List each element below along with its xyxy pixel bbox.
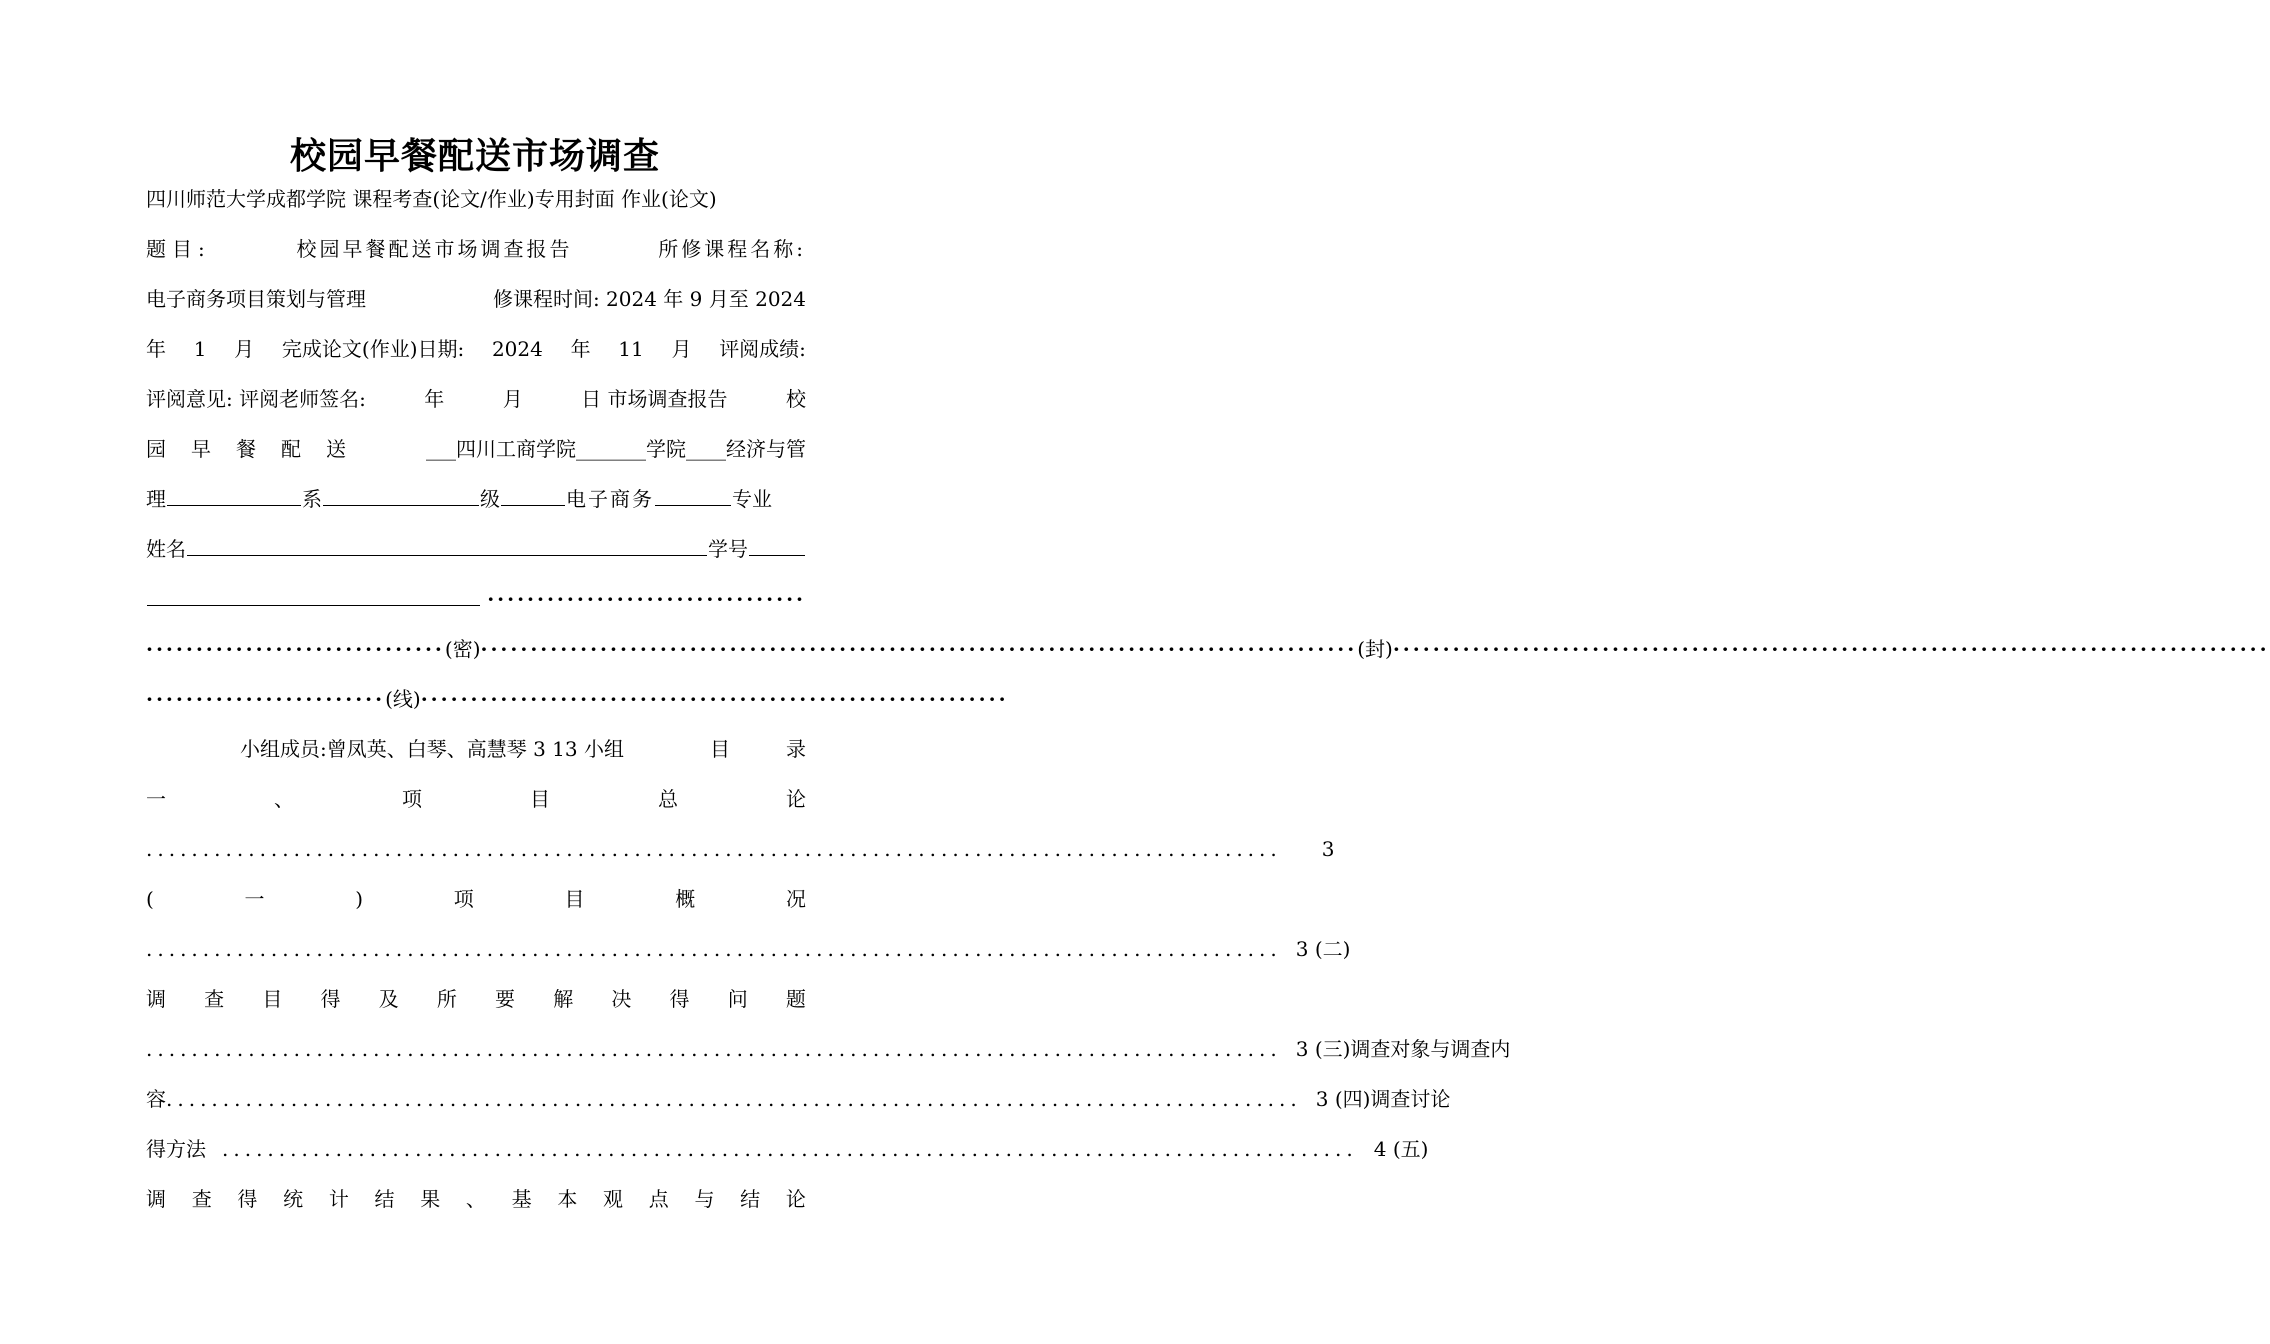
text: 项 — [453, 887, 474, 911]
toc-leader-4 — [146, 1084, 1451, 1114]
dot-leader: .................................................................................................... — [166, 1087, 1302, 1111]
text: 查 — [191, 1187, 212, 1211]
text: 概 — [675, 887, 696, 911]
toc-leader-5 — [146, 1134, 1429, 1164]
cover-line-3 — [146, 284, 806, 314]
toc-heading-1-2 — [146, 984, 806, 1014]
toc-leader-3 — [146, 1034, 1511, 1064]
text: 目 — [530, 787, 550, 811]
text: 配 — [281, 437, 301, 461]
blank-underline — [187, 537, 707, 556]
text: 得方法 — [146, 1137, 206, 1161]
seal-line-1 — [146, 634, 2270, 664]
text: 月 — [671, 337, 692, 361]
toc-heading-1-1 — [146, 884, 806, 914]
page-title: 校园早餐配送市场调查 — [289, 136, 660, 177]
text: 3 (四)调查讨论 — [1315, 1087, 1451, 1111]
text: 年 — [424, 387, 445, 411]
text: ___四川工商学院_______学院____经济与管 — [426, 437, 806, 461]
text: 基 — [511, 1187, 532, 1211]
seal-line-2 — [146, 684, 1009, 714]
dot-leader: ························ — [146, 687, 386, 711]
blank-underline — [501, 487, 565, 506]
text: 、 — [465, 1187, 486, 1211]
text: 一 — [146, 787, 166, 811]
text: 理 — [146, 487, 166, 511]
text: 餐 — [236, 437, 256, 461]
text: 要 — [495, 987, 516, 1011]
cover-line-2 — [146, 234, 806, 264]
text: 电子商务项目策划与管理 — [146, 287, 366, 311]
text: 姓名 — [146, 537, 186, 561]
text: 1 — [193, 337, 207, 361]
text: 目 — [710, 737, 730, 761]
dot-leader: .................................................................................................... — [222, 1137, 1358, 1161]
text: 决 — [611, 987, 632, 1011]
text: ) — [355, 887, 364, 911]
page-number: 3 — [1321, 837, 1335, 861]
text: 得 — [320, 987, 341, 1011]
toc-heading-1-5 — [146, 1184, 806, 1214]
text: ( — [146, 887, 154, 911]
text: 题目: — [146, 237, 211, 261]
text: 评阅意见: 评阅老师签名: — [146, 387, 366, 411]
text: 所修课程名称: — [658, 237, 806, 261]
dot-leader: ························································································ — [480, 637, 1358, 661]
text: 级 — [480, 487, 500, 511]
group-members-line — [146, 734, 806, 764]
text: 3 (二) — [1295, 937, 1351, 961]
text: 调 — [146, 1187, 166, 1211]
text: 果 — [420, 1187, 441, 1211]
dot-leader: .................................................................................................... — [146, 837, 1282, 861]
text: 结 — [374, 1187, 395, 1211]
text: 四川师范大学成都学院 课程考查(论文/作业)专用封面 作业(论文) — [146, 187, 717, 211]
text: 论 — [785, 1187, 806, 1211]
text: 所 — [436, 987, 457, 1011]
dot-leader: ······························ — [146, 637, 445, 661]
text: 目 — [262, 987, 283, 1011]
text: 论 — [786, 787, 806, 811]
text: 查 — [204, 987, 225, 1011]
blank-underline — [749, 537, 805, 556]
dot-leader: ································ — [487, 587, 806, 611]
text: 校园早餐配送市场调查报告 — [296, 237, 573, 261]
text: 11 — [618, 337, 644, 361]
text: 本 — [557, 1187, 578, 1211]
toc-leader-2 — [146, 934, 1351, 964]
text: 点 — [648, 1187, 669, 1211]
text: 得 — [669, 987, 690, 1011]
text: 容 — [146, 1087, 166, 1111]
text: 2024 — [491, 337, 543, 361]
text: 完成论文(作业)日期: — [281, 337, 465, 361]
dot-leader: .................................................................................................... — [146, 937, 1282, 961]
text: 系 — [302, 487, 322, 511]
cover-line-4 — [146, 334, 806, 364]
blank-underline — [147, 587, 480, 606]
text: 及 — [378, 987, 399, 1011]
text: 日 市场调查报告 — [581, 387, 728, 411]
cover-line-1 — [146, 184, 806, 214]
text: (封) — [1357, 637, 1393, 661]
text: 题 — [785, 987, 806, 1011]
text: 学号 — [708, 537, 748, 561]
text: 计 — [328, 1187, 349, 1211]
spaced-text — [146, 434, 346, 464]
blank-underline — [167, 487, 301, 506]
text: 评阅成绩: — [719, 337, 806, 361]
text: 解 — [553, 987, 574, 1011]
text: 结 — [740, 1187, 761, 1211]
text: 早 — [191, 437, 211, 461]
text: 年 — [570, 337, 591, 361]
text: 4 (五) — [1373, 1137, 1429, 1161]
text: 3 (三)调查对象与调查内 — [1295, 1037, 1511, 1061]
toc-leader-1 — [146, 834, 1335, 864]
text: 与 — [694, 1187, 715, 1211]
text: 送 — [326, 437, 346, 461]
text: 录 — [786, 737, 806, 761]
blank-underline — [323, 487, 479, 506]
text: 修课程时间: 2024 年 9 月至 2024 — [492, 287, 806, 311]
cover-line-8 — [146, 534, 806, 564]
text: 项 — [402, 787, 422, 811]
text: 统 — [283, 1187, 304, 1211]
text: (线) — [385, 687, 421, 711]
text: 、 — [274, 787, 294, 811]
text: 况 — [785, 887, 806, 911]
dot-leader: ························································································ — [1392, 637, 2270, 661]
text: 得 — [237, 1187, 258, 1211]
text: (密) — [444, 637, 481, 661]
text: 园 — [146, 437, 166, 461]
cover-line-6 — [146, 434, 806, 464]
text: 小组成员:曾凤英、白琴、高慧琴 3 13 小组 — [240, 737, 624, 761]
text: 目 — [564, 887, 585, 911]
cover-line-9 — [146, 584, 806, 614]
text: 一 — [244, 887, 265, 911]
text: 月 — [502, 387, 523, 411]
text: 观 — [603, 1187, 624, 1211]
text: 年 — [146, 337, 166, 361]
text: 总 — [658, 787, 678, 811]
text: 电子商务 — [566, 487, 654, 511]
text: 专业 — [732, 487, 772, 511]
text: 月 — [234, 337, 255, 361]
dot-leader: ··························································· — [420, 687, 1009, 711]
text: 调 — [146, 987, 166, 1011]
cover-line-5 — [146, 384, 806, 414]
toc-heading-1 — [146, 784, 806, 814]
blank-underline — [655, 487, 731, 506]
text: 问 — [727, 987, 748, 1011]
cover-line-7 — [146, 484, 806, 514]
dot-leader: .................................................................................................... — [146, 1037, 1282, 1061]
text: 校 — [785, 387, 806, 411]
